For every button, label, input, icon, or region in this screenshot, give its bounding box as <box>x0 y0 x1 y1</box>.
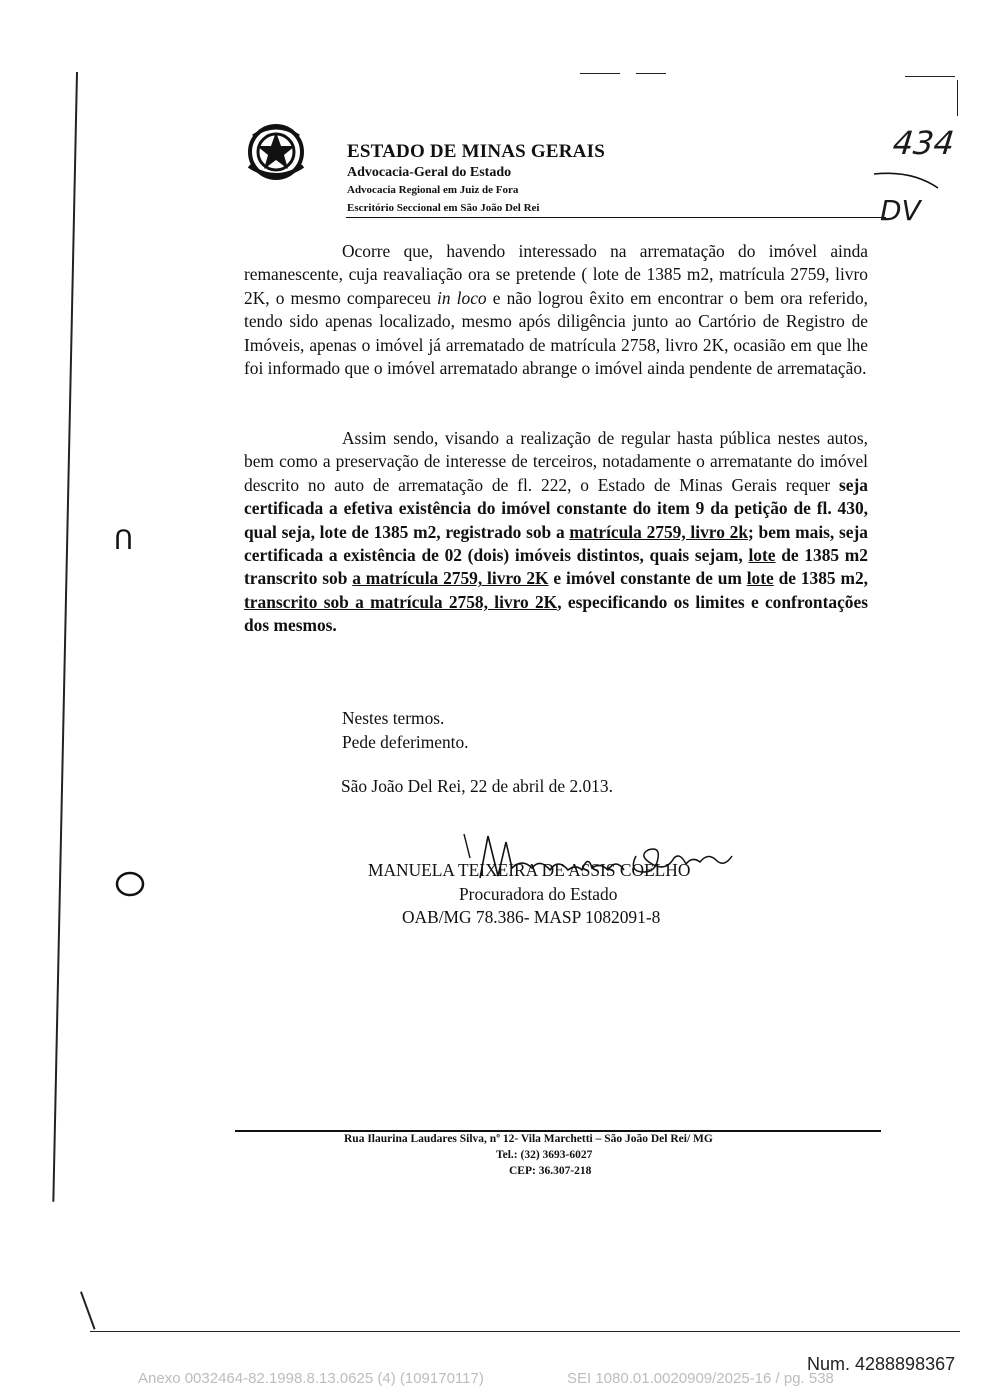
paragraph-1-text-c: e não logrou êxito em encontrar o bem ora referido, tendo sido apenas localizado, mesmo após diligência junto ao Cartório de Registro de Imóveis, apenas o imóvel já arrematado de matrícula 2758, livro 2K, ocasião em que lhe foi informado que o imóvel arrematado abrange o imóvel ainda pendente de arrematação. <box>244 287 868 379</box>
header-rule <box>346 217 886 218</box>
signer-name: MANUELA TEIXEIRA DE ASSIS COELHO <box>368 860 691 880</box>
scan-bottom-left-corner <box>80 1291 96 1329</box>
place-date: São João Del Rei, 22 de abril de 2.013. <box>341 776 613 796</box>
underlined-registration-3: transcrito sob a matrícula 2758, livro 2K <box>244 591 558 612</box>
header-agency: Advocacia-Geral do Estado <box>347 165 512 180</box>
header-office: Escritório Seccional em São João Del Rei <box>347 202 540 214</box>
underlined-registration-2: a matrícula 2759, livro 2K <box>352 568 549 589</box>
footer-cep: CEP: 36.307-218 <box>509 1165 592 1177</box>
closing-line-2: Pede deferimento. <box>342 732 469 752</box>
footer-tel: Tel.: (32) 3693-6027 <box>496 1149 593 1161</box>
footer-address: Rua Ilaurina Laudares Silva, nº 12- Vila Marchetti – São João Del Rei/ MG <box>344 1133 713 1145</box>
underlined-registration-1: matrícula 2759, livro 2k <box>569 521 748 542</box>
scan-top-dash <box>636 73 666 74</box>
paragraph-1-italic: in loco <box>437 287 487 308</box>
coat-of-arms-icon <box>243 122 309 184</box>
hole-punch-mark: ᑎ <box>114 526 134 556</box>
request-text-2: ; bem mais, seja certificada a existência de 02 (dois) imóveis distintos, quais sejam, <box>244 521 868 566</box>
request-text-3: de 1385 m2 transcrito sob <box>244 545 868 589</box>
sei-annex-id: Anexo 0032464-82.1998.8.13.0625 (4) (109170117) <box>138 1370 484 1387</box>
request-text-6: , especificando os limites e confrontações dos mesmos. <box>244 591 868 636</box>
page-number-underline <box>872 168 942 192</box>
underlined-lote-1: lote <box>748 545 776 566</box>
signer-registration: OAB/MG 78.386- MASP 1082091-8 <box>402 907 661 927</box>
scan-left-border <box>52 72 78 1202</box>
scan-top-right-line <box>905 76 955 77</box>
sei-page-ref: SEI 1080.01.0020909/2025-16 / pg. 538 <box>567 1370 834 1387</box>
paragraph-2-text-a: Assim sendo, visando a realização de regular hasta pública nestes autos, bem como a preservação de interesse de terceiros, notadamente o arrematante do imóvel descrito no auto de arrematação de fl. 222, o Estado de Minas Gerais requer <box>244 428 868 495</box>
scan-right-tick <box>957 80 958 116</box>
request-text-5: de 1385 m2, <box>773 568 869 589</box>
closing-line-1: Nestes termos. <box>342 708 445 728</box>
footer-rule <box>235 1130 881 1132</box>
scan-bottom-border <box>90 1331 960 1332</box>
paragraph-2-bold <box>244 475 868 635</box>
scan-top-dash <box>580 73 620 74</box>
request-text-4: e imóvel constante de um <box>548 568 747 589</box>
document-number: Num. 4288898367 <box>807 1354 956 1374</box>
underlined-lote-2: lote <box>746 568 774 589</box>
paragraph-1 <box>244 240 868 380</box>
signer-role: Procuradora do Estado <box>459 884 618 904</box>
request-text-1: seja certificada a efetiva existência do imóvel constante do item 9 da petição de fl. 430, qual seja, lote de 1385 m2, registrado sob a <box>244 474 868 542</box>
handwritten-page-number: 434 <box>891 124 957 162</box>
header-state: ESTADO DE MINAS GERAIS <box>347 141 605 162</box>
paragraph-2 <box>244 427 868 638</box>
handwritten-initials: DV <box>880 194 921 227</box>
header-regional: Advocacia Regional em Juiz de Fora <box>347 184 519 196</box>
hole-punch-mark <box>114 870 148 898</box>
paragraph-1-text-a: Ocorre que, havendo interessado na arrematação do imóvel ainda remanescente, cuja reavaliação ora se pretende ( lote de 1385 m2, matrícula 2759, livro 2K, o mesmo compareceu <box>244 241 868 308</box>
